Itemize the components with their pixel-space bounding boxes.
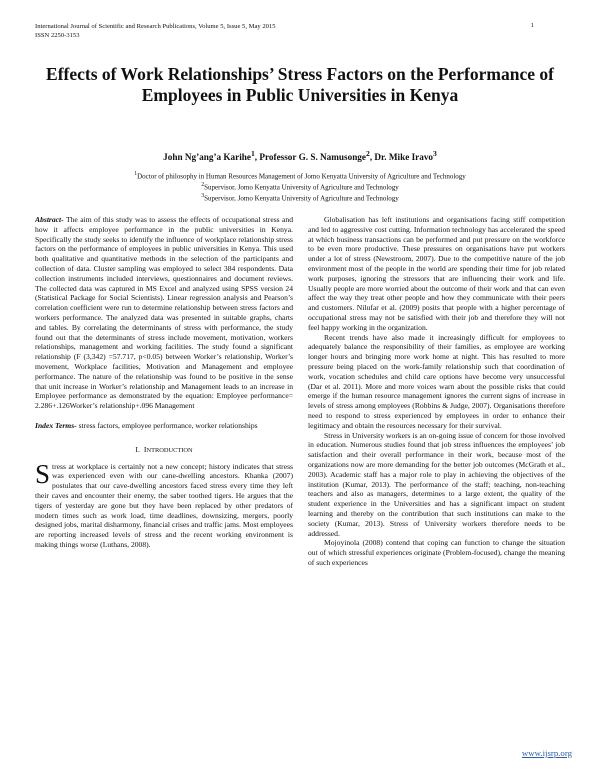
left-column [35, 215, 293, 745]
author-mark: 1 [250, 149, 255, 158]
drop-cap: S [35, 458, 51, 489]
author-mark: 3 [433, 149, 437, 158]
affiliations [40, 170, 560, 203]
index-terms-label: Index Terms- [35, 420, 77, 430]
index-terms-text: stress factors, employee performance, worker relationships [76, 420, 258, 430]
right-column [308, 215, 565, 752]
body-paragraph: Stress in University workers is an on-going issue of concern for those involved in education. Numerous studies found that job stress influences the employees’ job satisfaction and their overall performance in their work, because most of the organizations now are more demanding for the better job outcomes (McGrath et al., 2003). Academic staff has a major role to play in achieving the objectives of the institution (Kumar, 2013). The performance of the staff; teaching, non-teaching teachers and also as managers, determines to a large extent, the quality of the student experience in the Universities and has a significant impact on student learning and thereby on the contribution that such institutions can make to the society (Kumar, 2013). Stress of University workers therefore needs to be addressed. [308, 430, 565, 538]
intro-paragraph [35, 458, 293, 550]
section-heading: I. INTRODUCTION [135, 444, 193, 454]
issn: ISSN 2250-3153 [35, 32, 80, 39]
journal-name: International Journal of Scientific and Research Publications, Volume 5, Issue 5, May 2015 [35, 23, 276, 30]
body-paragraph: Globalisation has left institutions and organisations facing stiff competition and led to aggressive cost cutting. Information technology has accelerated the speed at which business transactions can be performed and put pressure on the workforce to be even more productive. These pressures on organisations have put workers under a lot of stress (Newstroom, 2007). Due to the competitive nature of the job environment most of the people in the world are spending their time for job related work purposes, ignoring the stressors that are influencing their work and life. Usually people are more worried about the outcome of their work and that can even affect the way they treat other people and how they communicate with their peers and customers. Nilufar et al. (2009) posits that people with a higher percentage of occupational stress may not be satisfied with their job and therefore they will not feel happy working in the organization. [308, 215, 565, 332]
running-header [35, 22, 276, 40]
author-name: , Dr. Mike Iravo [369, 152, 434, 163]
author-name: , Professor G. S. Namusonge [254, 152, 366, 163]
affiliation: $^3$Supervisor, Jomo Kenyatta University of Agriculture and Technology [201, 192, 399, 203]
body-paragraph: Mojoyinola (2008) contend that coping can function to change the situation out of which stressful experiences originate (Problem-focused), change the meaning of such experiences [308, 538, 565, 567]
footer-website-link[interactable]: www.ijsrp.org [521, 748, 572, 758]
author-name: John Ng’ang’a Karihe [163, 152, 251, 163]
intro-text: tress at workplace is certainly not a new concept; history indicates that stress was experienced even with our cane-dwelling ancestors. Khanka (2007) postulates that our cave-dwelling ancestors faced stress every time they left their caves and encounter their enemy, the saber toothed tigers. He argues that the tigers of yesterday are gone but they have been replaced by other predators of modern times such as work load, time deadlines, downsizing, mergers, poorly designed jobs, marital disharmony, financial crises and traffic jams. Most employees are reporting increased levels of stress and the recent working environment is making things worse (Luthans, 2008). [35, 461, 293, 549]
paper-title: Effects of Work Relationships’ Stress Factors on the Performance of Employees in Public Universities in Kenya [46, 64, 554, 105]
author-mark: 2 [365, 149, 370, 158]
affiliation: $^2$Supervisor, Jomo Kenyatta University of Agriculture and Technology [201, 181, 399, 192]
body-paragraph: Recent trends have also made it increasingly difficult for employees to adequately balance the responsibility of their families, as employee are working longer hours and bringing more work home at night. This has resulted to more pressure being placed on the work-family relationship such that coordination of work, vocation schedules and child care options have become very unsuccessful (Dar et al. 2011). More and more voices warn about the possible risks that could emerge if the human resource management ignores the current signs of increase in levels of stress among employees (Robbins & Judge, 2007). Organisations therefore need to respond to stress experienced by employees in order to enhance their legitimacy and obtain the resources necessary for their survival. [308, 332, 565, 430]
page-number: 1 [530, 22, 534, 29]
affiliation: $^1$Doctor of philosophy in Human Resources Management of Jomo Kenyatta University of Agriculture and Technology [134, 171, 466, 181]
abstract-label: Abstract- [35, 215, 64, 224]
abstract [35, 215, 293, 411]
abstract-text: The aim of this study was to assess the effects of occupational stress and how it affects employee performance in the public universities in Kenya. Specifically the study seeks to identify the influence of workplace relationship stress factors on the performance of employees in public universities in Kenya. This used both qualitative and quantitative methods in the selection of the participants and collection of data. Cluster sampling was employed to select 384 respondents. Data collection instruments included interviews, questionnaires and document reviews. The collected data was captured in MS Excel and analyzed using SPSS version 24 (Statistical Package for Social Scientists). Linear regression analysis and Pearson’s correlation coefficient were run to determine relationship between stress factors and workers performance. The analyzed data was presented in suitable graphs, charts and tables. By correlating the determinants of stress with performance, the study found out that the determinants of stress include movement, motivation, workers relationships, management and working facilities. The study found a significant relationship (F (3,342) =57.717, p<0.05) between Worker’s relationship, Worker’s movement, Workplace facilities, Motivation and Management and employee performance. The nature of the relationship was found to be positive in the sense that unit increase in Worker’s relationship and Management leads to an increase in Employee performance as demonstrated by the equation: Employee performance= 2.286+.126Worker’s relationship+.096 Management [35, 215, 293, 411]
index-terms [35, 421, 293, 431]
author-list [40, 149, 560, 162]
